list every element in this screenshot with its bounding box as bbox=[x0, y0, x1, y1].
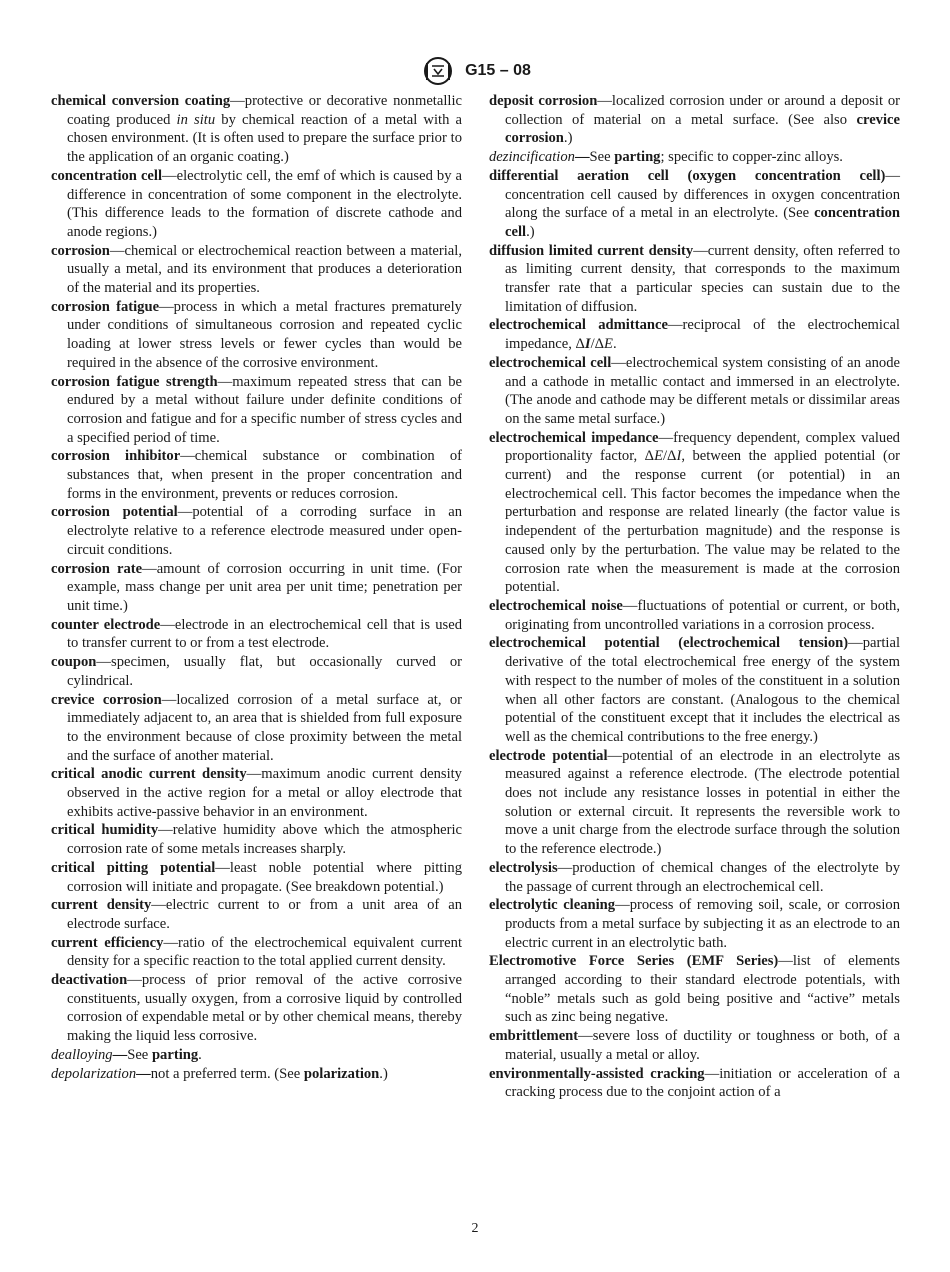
glossary-term: electrochemical admittance bbox=[489, 317, 668, 334]
definition-text: fluctuations of potential or current, or both, originating from uncontrolled variations in a corrosion process. bbox=[505, 597, 900, 633]
glossary-term: environmentally-assisted cracking bbox=[489, 1065, 705, 1082]
glossary-entry bbox=[51, 653, 462, 690]
term-separator: — bbox=[885, 167, 900, 184]
term-separator: — bbox=[217, 373, 233, 390]
definition-text: .) bbox=[563, 130, 573, 147]
term-separator: — bbox=[615, 897, 630, 914]
definition-text: process of prior removal of the active corrosive constituents, usually oxygen, from a corrosive liquid by controlled corrosion of expendable metal or by other chemical means, thereby making the liquid less corrosive. bbox=[67, 972, 462, 1045]
glossary-term: corrosion potential bbox=[51, 504, 178, 521]
glossary-term: crevice corrosion bbox=[51, 691, 162, 708]
definition-text: I bbox=[584, 336, 591, 353]
glossary-term: embrittlement bbox=[489, 1028, 579, 1045]
glossary-entry bbox=[489, 354, 900, 429]
glossary-entry bbox=[51, 167, 462, 242]
glossary-term: depolarization bbox=[51, 1065, 137, 1082]
page-number: 2 bbox=[471, 1221, 479, 1236]
definition-text: See bbox=[589, 149, 615, 166]
definition-text: protective or decorative nonmetallic coating produced bbox=[67, 93, 462, 128]
definition-text: .) bbox=[526, 223, 535, 240]
definition-text: . bbox=[198, 1046, 202, 1063]
glossary-entry bbox=[51, 242, 462, 298]
term-separator: — bbox=[607, 747, 623, 764]
glossary-entry bbox=[51, 373, 462, 448]
glossary-term: electrochemical cell bbox=[489, 354, 612, 371]
term-separator: — bbox=[230, 93, 245, 109]
cross-reference: parting bbox=[614, 149, 661, 166]
definition-text: ; specific to copper-zinc alloys. bbox=[660, 149, 843, 166]
glossary-term: concentration cell bbox=[51, 167, 163, 184]
definition-text: frequency dependent, complex valued proportionality factor, Δ bbox=[505, 429, 900, 465]
left-column bbox=[51, 92, 462, 1083]
term-separator: — bbox=[112, 1046, 128, 1063]
cross-reference: polarization bbox=[303, 1065, 380, 1082]
term-separator: — bbox=[158, 822, 173, 839]
glossary-entry bbox=[489, 634, 900, 746]
term-separator: — bbox=[693, 242, 708, 259]
definition-text: severe loss of ductility or toughness or both, of a material, usually a metal or alloy. bbox=[505, 1028, 900, 1063]
definition-text: chemical or electrochemical reaction between a material, usually a metal, and its environment that produces a deterioration of the material and its properties. bbox=[67, 242, 462, 297]
term-separator: — bbox=[848, 635, 863, 652]
glossary-entry bbox=[489, 1065, 900, 1102]
glossary-term: Electromotive Force Series (EMF Series) bbox=[489, 953, 779, 970]
definition-text: reciprocal of the electrochemical impedance, bbox=[505, 317, 900, 353]
glossary-entry bbox=[489, 952, 900, 1027]
glossary-entry bbox=[489, 896, 900, 952]
term-separator: — bbox=[611, 354, 626, 371]
term-separator: — bbox=[578, 1028, 593, 1045]
glossary-term: diffusion limited current density bbox=[489, 242, 694, 259]
term-separator: — bbox=[557, 859, 573, 876]
glossary-entry bbox=[489, 859, 900, 896]
glossary-entry bbox=[51, 1065, 462, 1084]
glossary-term: deactivation bbox=[51, 972, 128, 989]
term-separator: — bbox=[574, 149, 590, 166]
term-separator: — bbox=[658, 429, 674, 446]
cross-reference: crevice corrosion bbox=[505, 111, 900, 147]
glossary-entry bbox=[489, 92, 900, 148]
definition-text: /Δ bbox=[662, 448, 677, 465]
glossary-entry bbox=[489, 316, 900, 353]
definition-text: amount of corrosion occurring in unit time. (For example, mass change per unit area per unit time; penetration per unit time.) bbox=[67, 560, 463, 614]
glossary-term: electrochemical potential (electrochemical tension) bbox=[489, 635, 849, 652]
definition-text: See bbox=[127, 1046, 152, 1063]
glossary-term: corrosion fatigue strength bbox=[51, 373, 218, 390]
glossary-term: current efficiency bbox=[51, 934, 164, 951]
glossary-entry bbox=[51, 971, 462, 1046]
term-separator: — bbox=[96, 654, 112, 671]
glossary-term: corrosion fatigue bbox=[51, 298, 160, 315]
term-separator: — bbox=[161, 691, 177, 708]
term-separator: — bbox=[160, 616, 175, 633]
glossary-term: counter electrode bbox=[51, 616, 161, 633]
glossary-entry bbox=[489, 1027, 900, 1064]
glossary-term: electrochemical noise bbox=[489, 597, 623, 614]
term-separator: — bbox=[136, 1065, 151, 1082]
definition-text: list of elements arranged according to their standard electrode potentials, with “noble” metals such as gold being positive and “active” metals such as zinc being negative. bbox=[505, 953, 900, 1026]
glossary-entry bbox=[51, 503, 462, 559]
glossary-entry bbox=[51, 934, 462, 971]
definition-text: .) bbox=[379, 1065, 388, 1082]
definition-text: I bbox=[676, 448, 682, 465]
term-separator: — bbox=[127, 972, 142, 989]
term-separator: — bbox=[667, 317, 683, 334]
glossary-entry bbox=[489, 167, 900, 242]
page-header bbox=[0, 56, 950, 86]
glossary-entry bbox=[51, 896, 462, 933]
definition-text: process of removing soil, scale, or corrosion products from a metal surface by subjecting it as an electrode to an electric current in an electrolytic bath. bbox=[505, 897, 901, 951]
glossary-entry bbox=[51, 447, 462, 503]
cross-reference: concentration cell bbox=[505, 205, 900, 240]
term-separator: — bbox=[704, 1065, 720, 1082]
definition-text: concentration cell caused by differences in oxygen concentration along the surface of a metal in an electrolyte. (See bbox=[505, 186, 900, 222]
glossary-entry bbox=[51, 1046, 462, 1065]
glossary-term: critical anodic current density bbox=[51, 766, 247, 783]
definition-text: potential of an electrode in an electrolyte as measured against a reference electrode. (The electrode potential does not include any resistance losses in potential in either the solution or external circuit. It represents the reversible work to move a unit charge from the electrode surface through the solution to the reference electrode.) bbox=[505, 747, 901, 858]
definition-text: /Δ bbox=[590, 336, 605, 353]
definition-text: partial derivative of the total electrochemical free energy of the system with respect to the number of moles of the constituent in a solution when all other factors are constant. (Analogous to the chemical potential of the constituent except that it includes the electrical as well as the chemical contributions to the free energy.) bbox=[505, 635, 900, 745]
glossary-term: critical pitting potential bbox=[51, 859, 216, 876]
definition-text: initiation or acceleration of a cracking process due to the conjoint action of a bbox=[505, 1065, 900, 1101]
glossary-term: electrode potential bbox=[489, 747, 608, 764]
cross-reference: parting bbox=[151, 1046, 199, 1063]
glossary-entry bbox=[51, 616, 462, 653]
glossary-entry bbox=[489, 242, 900, 317]
definition-text: maximum repeated stress that can be endured by a metal without failure under definite conditions of corrosion and fatigue and for a specific number of stress cycles and a specified period of time. bbox=[67, 373, 462, 446]
glossary-term: dezincification bbox=[489, 149, 575, 166]
term-separator: — bbox=[177, 504, 193, 521]
definition-text: electrode in an electrochemical cell that is used to transfer current to or from a test electrode. bbox=[67, 616, 462, 652]
definition-text: production of chemical changes of the electrolyte by the passage of current through an electrochemical cell. bbox=[505, 859, 900, 895]
definition-text: ratio of the electrochemical equivalent current density for a specific reaction to the total applied current density. bbox=[67, 934, 462, 970]
definition-text: relative humidity above which the atmospheric corrosion rate of some metals increases sharply. bbox=[67, 822, 462, 858]
glossary-term: electrolysis bbox=[489, 859, 558, 876]
term-separator: — bbox=[597, 93, 612, 109]
definition-text: localized corrosion of a metal surface at, or immediately adjacent to, an area that is shielded from full exposure to the environment because of close proximity between the metal and the surface of another material. bbox=[67, 691, 462, 764]
document-number: G15 – 08 bbox=[465, 62, 531, 79]
glossary-term: corrosion rate bbox=[51, 560, 143, 577]
term-separator: — bbox=[142, 560, 157, 577]
glossary-entry bbox=[51, 560, 462, 616]
glossary-entry bbox=[51, 691, 462, 766]
glossary-term: chemical conversion coating bbox=[51, 93, 231, 109]
definition-text: chemical substance or combination of substances that, when present in the proper concentration and forms in the environment, prevents or reduces corrosion. bbox=[67, 448, 462, 502]
definition-text: process in which a metal fractures prematurely under conditions of simultaneous corrosion and repeated cyclic loading at lower stress levels or fewer cycles than would be required in the absence of the corrosive environment. bbox=[67, 298, 462, 371]
glossary-term: electrochemical impedance bbox=[489, 429, 659, 446]
definition-text: E bbox=[654, 448, 663, 465]
term-separator: — bbox=[622, 597, 638, 614]
definition-text: not a preferred term. (See bbox=[150, 1065, 304, 1082]
glossary-entry bbox=[489, 597, 900, 634]
glossary-term: differential aeration cell (oxygen concentration cell) bbox=[489, 167, 886, 184]
glossary-term: corrosion bbox=[51, 242, 110, 259]
glossary-entry bbox=[489, 747, 900, 859]
glossary-entry bbox=[489, 148, 900, 167]
definition-text: specimen, usually flat, but occasionally curved or cylindrical. bbox=[67, 654, 462, 689]
glossary-entry bbox=[51, 859, 462, 896]
glossary-entry bbox=[51, 821, 462, 858]
term-separator: — bbox=[159, 298, 174, 315]
definition-text: E bbox=[604, 336, 613, 353]
glossary-term: dealloying bbox=[51, 1046, 113, 1063]
glossary-term: deposit corrosion bbox=[489, 93, 598, 109]
glossary-entry bbox=[489, 429, 900, 597]
right-column bbox=[489, 92, 900, 1102]
term-separator: — bbox=[163, 934, 179, 951]
glossary-term: coupon bbox=[51, 654, 97, 671]
definition-text: in situ bbox=[176, 111, 216, 128]
definition-text: by chemical reaction of a metal with a chosen environment. (It is often used to prepare the surface prior to the application of an organic coating.) bbox=[67, 111, 462, 166]
term-separator: — bbox=[109, 242, 125, 259]
term-separator: — bbox=[162, 167, 177, 184]
term-separator: — bbox=[778, 953, 793, 970]
astm-logo-icon bbox=[419, 56, 457, 86]
glossary-term: current density bbox=[51, 897, 152, 914]
glossary-entry bbox=[51, 765, 462, 821]
term-separator: — bbox=[246, 766, 262, 783]
definition-text: Δ bbox=[575, 336, 585, 353]
definition-text: , between the applied potential (or current) and the response current (or potential) in an electrochemical cell. This factor becomes the impedance when the perturbation and response are related linearly (the factor value is independent of the perturbation magnitude) and the response is caused only by the perturbation. The value may be related to the corrosion rate when the measurement is made at the corrosion potential. bbox=[505, 448, 901, 596]
term-separator: — bbox=[151, 897, 166, 914]
definition-text: electrolytic cell, the emf of which is caused by a difference in concentration of some component in the electrolyte. (This difference leads to the formation of discrete cathode and anode regions.) bbox=[67, 167, 462, 240]
glossary-term: corrosion inhibitor bbox=[51, 448, 181, 465]
definition-text: maximum anodic current density observed in the active region for a metal or alloy electrode that exhibits active-passive behavior in an environment. bbox=[67, 766, 462, 820]
definition-text: localized corrosion under or around a deposit or collection of material on a metal surface. (See also bbox=[505, 93, 900, 128]
glossary-entry bbox=[51, 92, 462, 167]
definition-text: electrochemical system consisting of an anode and a cathode in metallic contact and immersed in an electrolyte. (The anode and cathode may be different metals or dissimilar areas on the same metal surface.) bbox=[505, 354, 900, 427]
definition-text: current density, often referred to as limiting current density, that corresponds to the maximum transfer rate that a particular species can sustain due to the limitation of diffusion. bbox=[505, 242, 901, 315]
glossary-term: critical humidity bbox=[51, 822, 159, 839]
term-separator: — bbox=[180, 448, 195, 465]
definition-text: potential of a corroding surface in an electrolyte relative to a reference electrode measured under open-circuit conditions. bbox=[67, 504, 462, 558]
definition-text: electric current to or from a unit area of an electrode surface. bbox=[67, 897, 462, 932]
term-separator: — bbox=[215, 859, 230, 876]
definition-text: least noble potential where pitting corrosion will initiate and propagate. (See breakdown potential.) bbox=[67, 859, 462, 895]
glossary-term: electrolytic cleaning bbox=[489, 897, 616, 914]
definition-text: . bbox=[612, 336, 617, 353]
glossary-entry bbox=[51, 298, 462, 373]
